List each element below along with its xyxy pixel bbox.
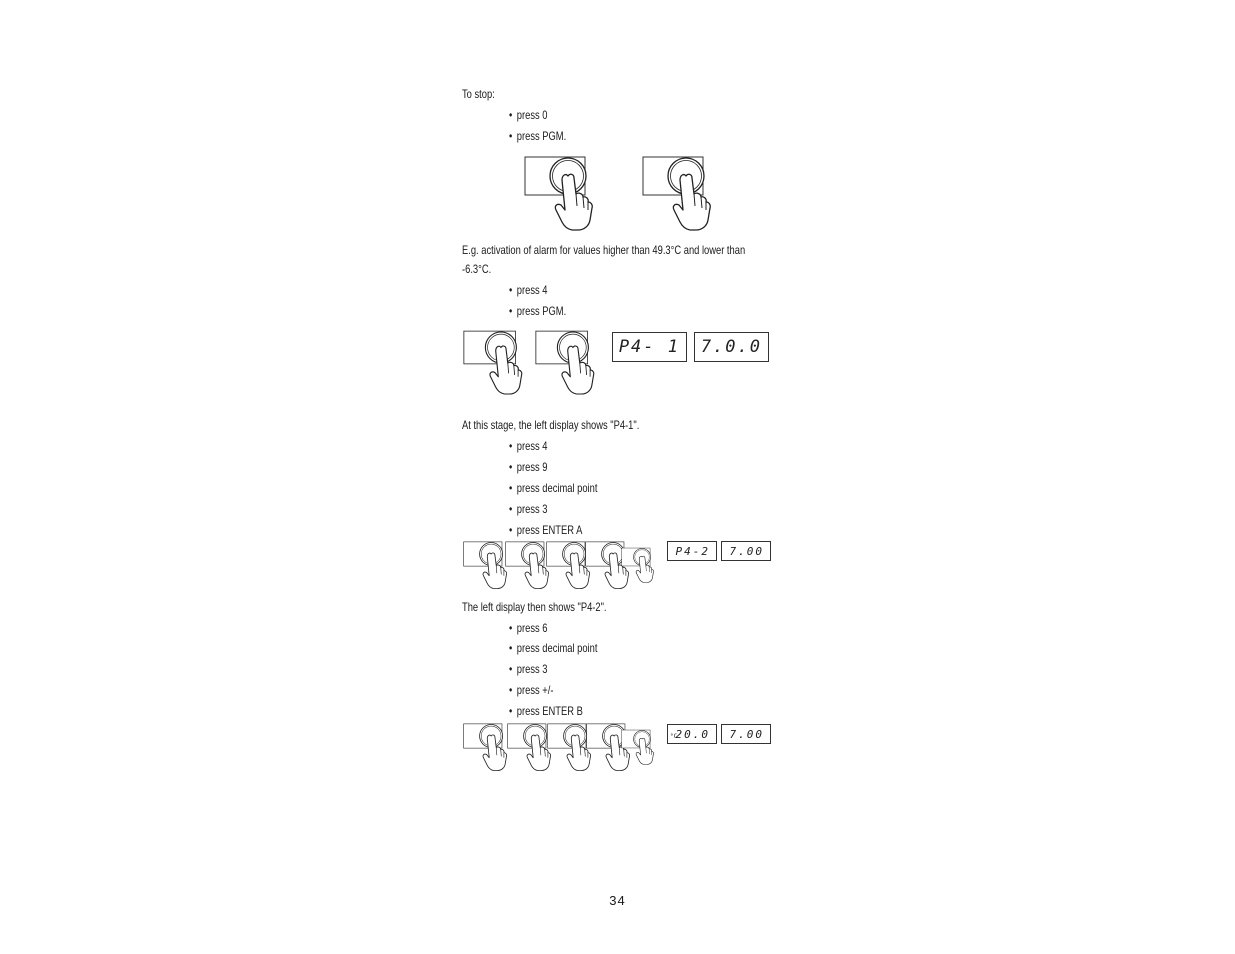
step-item: • press 0: [509, 107, 548, 123]
lcd-display-left: [667, 541, 717, 561]
step-item: • press 9: [509, 459, 548, 475]
step-item: • press decimal point: [509, 480, 597, 496]
lcd-readout: 7.00: [729, 544, 764, 558]
key-press-icon: [535, 330, 597, 396]
example-intro-line2: -6.3°C.: [462, 262, 492, 276]
lcd-display-right: [721, 541, 771, 561]
lcd-display-right: [694, 332, 769, 362]
step-item: • press 4: [509, 282, 548, 298]
step-item: • press decimal point: [509, 640, 597, 656]
example-intro-line1: E.g. activation of alarm for values higher than 49.3°C and lower than: [462, 243, 746, 257]
enter-key-press-icon: [631, 541, 665, 590]
lcd-readout: 20.0: [675, 727, 710, 741]
lcd-display-right: [721, 724, 771, 744]
then-intro: The left display then shows "P4-2".: [462, 600, 607, 614]
lcd-display-left: [612, 332, 687, 362]
key-press-icon: [642, 156, 714, 232]
lcd-readout: P4- 1: [618, 337, 680, 357]
key-press-icon: [463, 723, 509, 772]
step-item: • press PGM.: [509, 128, 566, 144]
stage-intro: At this stage, the left display shows "P4-1".: [462, 418, 640, 432]
stop-intro: To stop:: [462, 87, 495, 101]
step-item: • press 6: [509, 620, 548, 636]
key-press-icon: [524, 156, 596, 232]
step-item: • press ENTER A: [509, 522, 582, 538]
step-item: • press ENTER B: [509, 703, 583, 719]
key-press-icon: [463, 541, 509, 590]
enter-key-press-icon: [631, 723, 665, 772]
step-item: • press 3: [509, 501, 548, 517]
key-press-icon: [463, 330, 525, 396]
step-item: • press 4: [509, 438, 548, 454]
step-item: • press PGM.: [509, 303, 566, 319]
step-item: • press 3: [509, 661, 548, 677]
step-item: • press +/-: [509, 682, 553, 698]
lcd-readout: P4-2: [675, 544, 710, 558]
lcd-readout: 7.00: [729, 727, 764, 741]
lcd-readout: 7.0.0: [700, 337, 762, 357]
key-press-icon: [505, 541, 551, 590]
celsius-unit-label: °C: [670, 733, 678, 740]
lcd-display-left: [667, 724, 717, 744]
page-number: 34: [609, 893, 626, 908]
